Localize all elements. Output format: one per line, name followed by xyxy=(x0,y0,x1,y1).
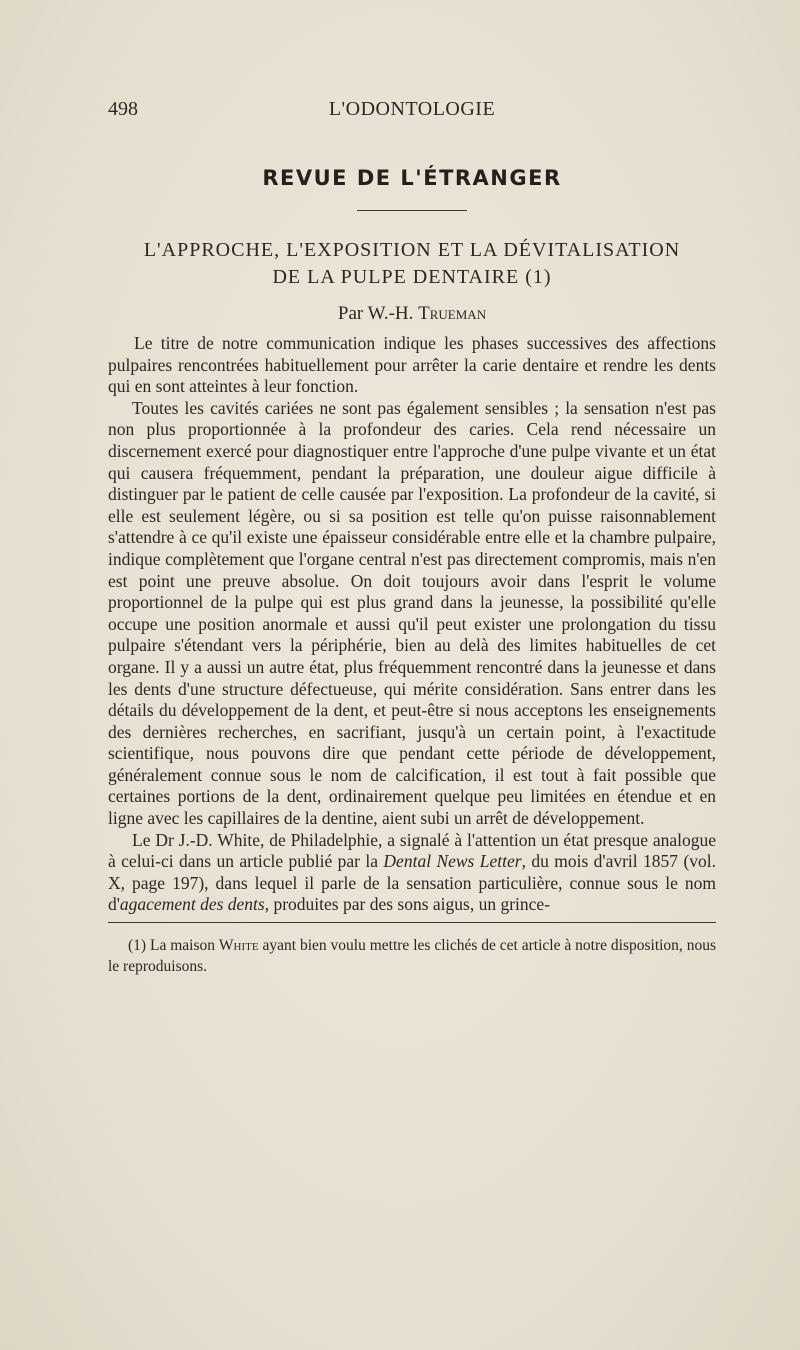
paragraph-1: Le titre de notre communication indique les phases successives des affections pulpaires rencontrées habituellement pour arrêter la carie dentaire et rendre les dents qui en sont atteintes à leur fonction. xyxy=(108,333,716,397)
paragraph-3-part-2: , du mois d'avril 1857 (vol. X, page 197), dans lequel il parle de la sensation particulière, connue sous le nom d' xyxy=(108,851,717,915)
footnote-part-2: ayant bien voulu mettre les clichés de cet article à notre disposition, nous le reproduisons. xyxy=(108,937,716,976)
paragraph-3 xyxy=(108,830,716,916)
footnote xyxy=(108,935,716,977)
paragraph-2: Toutes les cavités cariées ne sont pas également sensibles ; la sensation n'est pas non plus proportionnée à la profondeur des caries. Cela rend nécessaire un discernement exercé pour diagnostiquer entre l'approche d'une pulpe vivante et un état qui causera fréquemment, pendant la préparation, une douleur aigue difficile à distinguer par le patient de celle causée par l'exposition. La profondeur de la cavité, si elle est seulement légère, ou si sa position est telle qu'on puisse raisonnablement s'attendre à ce qu'il existe une épaisseur considérable entre elle et la chambre pulpaire, indique complètement que l'organe central n'est pas directement compromis, mais n'en est point une preuve absolue. On doit toujours avoir dans l'esprit le volume proportionnel de la pulpe qui est plus grand dans la jeunesse, la possibilité qu'elle occupe une position anormale et aussi qu'il peut exister une prolongation du tissu pulpaire s'étendant vers la périphérie, bien au delà des limites habituelles de cet organe. Il y a aussi un autre état, plus fréquemment rencontré dans la jeunesse et dans les dents d'une structure défectueuse, qui mérite considération. Sans entrer dans les détails du développement de la dent, et peut-être si nous acceptons les enseignements des dernières recherches, en sacrifiant, jusqu'à un certain point, à l'exactitude scientifique, nous pouvons dire que pendant cette période de développement, généralement connue sous le nom de calcification, il est tout à fait possible que certaines portions de la dent, ordinairement quelque peu limitées en étendue et en ligne avec les capillaires de la dentine, aient subi un arrêt de développement. xyxy=(108,397,716,829)
byline-author: Trueman xyxy=(418,303,487,324)
article-title-line-2: DE LA PULPE DENTAIRE (1) xyxy=(272,266,552,288)
paragraph-3-part-3: , produites par des sons aigus, un grince- xyxy=(264,894,551,915)
journal-title-italic: Dental News Letter xyxy=(383,851,522,872)
running-head xyxy=(108,98,716,132)
paragraph-3-part-1: Le Dr J.-D. White, de Philadelphie, a signalé à l'attention un état presque analogue à celui-ci dans un article publié par la xyxy=(108,829,716,872)
footnote-divider xyxy=(108,922,716,923)
journal-name: L'ODONTOLOGIE xyxy=(328,98,496,120)
book-page xyxy=(108,98,716,977)
byline xyxy=(108,303,716,325)
footnote-name: White xyxy=(218,937,259,955)
section-title: REVUE DE L'ÉTRANGER xyxy=(262,166,562,190)
article-title-line-1: L'APPROCHE, L'EXPOSITION ET LA DÉVITALISATION xyxy=(143,239,681,261)
byline-prefix: Par W.-H. xyxy=(337,303,419,324)
footnote-part-1: (1) La maison xyxy=(128,937,219,955)
title-divider xyxy=(357,210,467,211)
article-title xyxy=(108,237,716,291)
term-italic: agacement des dents xyxy=(119,894,265,915)
article-body xyxy=(108,333,716,916)
page-number: 498 xyxy=(108,98,138,120)
